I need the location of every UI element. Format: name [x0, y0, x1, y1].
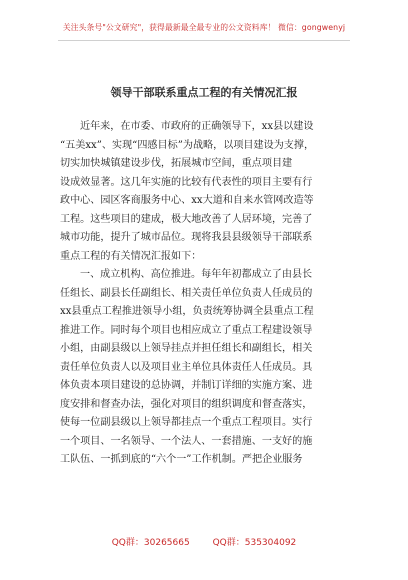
header-promo-note: 关注头条号"公文研究"，获得最新最全最专业的公文资料库！ 微信：gongwenyj [62, 23, 346, 32]
body-line: 重点工程的有关情况汇报如下： [60, 250, 202, 262]
body-line: 设成效显著。这几年实施的比较有代表性的项目主要有行 [60, 176, 313, 188]
body-line: 体负责本项目建设的总协调，并制订详细的实施方案、进 [60, 380, 313, 391]
body-line: 政中心、园区客商服务中心、xx大道和自来水管网改造等 [60, 195, 314, 206]
body-line: 责任单位负责人以及项目业主单位具体责任人任成员。具 [60, 361, 313, 373]
footer-qq-group-1: QQ群：30265665 [111, 538, 190, 548]
body-line: 使每一位副县级以上领导都挂点一个重点工程项目。实行 [60, 417, 313, 428]
body-line: “五美xx”、实现“四感目标”为战略，以项目建设为支撑， [60, 139, 315, 151]
body-line: 一个项目、一名领导、一个法人、一套措施、一支好的施 [60, 435, 313, 447]
body-line: 近年来，在市委、市政府的正确领导下，xx县以建设 [80, 121, 314, 132]
document-body [60, 118, 352, 470]
body-line: 任组长、副县长任副组长、相关责任单位负责人任成员的 [60, 287, 313, 299]
body-line: 推进工作。同时每个项目也相应成立了重点工程建设领导 [60, 324, 313, 336]
body-line: 工程。这些项目的建成，极大地改善了人居环境，完善了 [60, 213, 313, 225]
footer-contact [0, 535, 408, 548]
header-divider [58, 40, 350, 41]
body-line: 小组，由副县级以上领导挂点并担任组长和副组长，相关 [60, 343, 313, 354]
body-line: 城市功能，提升了城市品位。现将我县县级领导干部联系 [60, 232, 313, 243]
body-line: 度安排和督查办法，强化对项目的组织调度和督查落实， [60, 398, 313, 410]
body-line: 一、成立机构、高位推进。每年年初都成立了由县长 [80, 269, 313, 280]
footer-qq-group-2: QQ群：535304092 [212, 538, 297, 548]
body-line: 工队伍、一抓到底的“六个一”工作机制。严把企业服务 [60, 454, 303, 465]
body-line: xx县重点工程推进领导小组，负责统筹协调全县重点工程 [60, 306, 314, 317]
document-title: 领导干部联系重点工程的有关情况汇报 [110, 86, 298, 99]
body-line: 切实加快城镇建设步伐，拓展城市空间，重点项目建 [60, 158, 293, 169]
